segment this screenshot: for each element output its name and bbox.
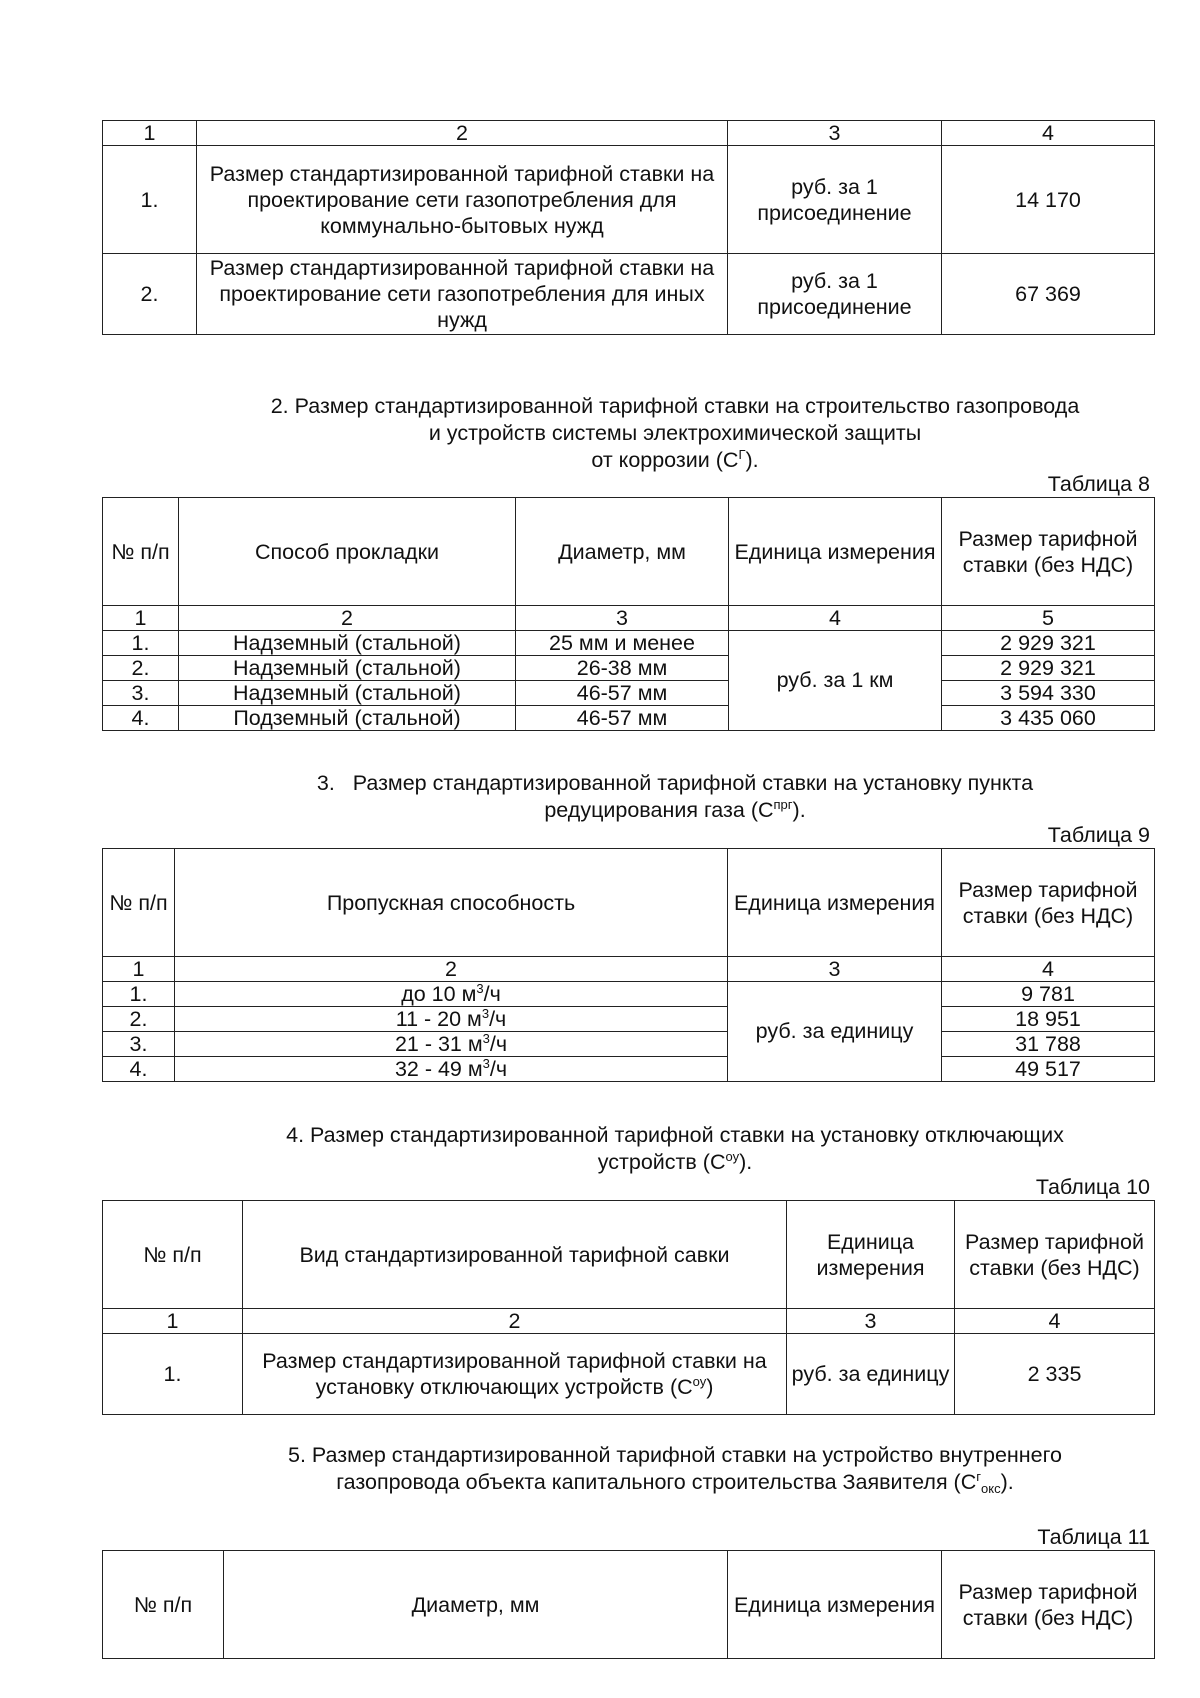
column-number: 4 (729, 606, 942, 631)
unit: руб. за единицу (728, 982, 942, 1082)
table-column-numbers (103, 957, 1155, 982)
table-column-numbers (103, 606, 1155, 631)
header-cell: Способ прокладки (179, 498, 516, 606)
table-row (103, 631, 1155, 656)
header-cell: Единица измерения (728, 849, 942, 957)
column-number: 1 (103, 606, 179, 631)
header-cell: № п/п (103, 1201, 243, 1309)
column-number: 4 (942, 121, 1155, 146)
row-number: 2. (103, 656, 179, 681)
rate-value: 18 951 (942, 1007, 1155, 1032)
table-row (103, 146, 1155, 254)
table-row (103, 1057, 1155, 1082)
table-column-numbers (103, 121, 1155, 146)
heading-line: и устройств системы электрохимической защиты (428, 421, 922, 445)
header-cell: Единица измерения (729, 498, 942, 606)
column-number: 3 (787, 1309, 955, 1334)
capacity: 21 - 31 $м^3/ч$ (175, 1032, 728, 1057)
row-number: 1. (103, 1334, 243, 1415)
header-cell: № п/п (103, 1551, 224, 1659)
table-header-row (103, 849, 1155, 957)
column-number: 3 (516, 606, 729, 631)
column-number: 2 (243, 1309, 787, 1334)
unit: руб. за 1 присоединение (728, 254, 942, 335)
diameter: 46-57 мм (516, 706, 729, 731)
rate-value: 14 170 (942, 146, 1155, 254)
heading-line: 4. Размер стандартизированной тарифной ставки на установку отключающих (286, 1123, 1064, 1147)
capacity: до 10 $м^3/ч$ (175, 982, 728, 1007)
table-11-caption: Таблица 11 (1037, 1525, 1150, 1549)
heading-line: 2. Размер стандартизированной тарифной ставки на строительство газопровода (270, 394, 1080, 418)
diameter: 26-38 мм (516, 656, 729, 681)
table-row (103, 656, 1155, 681)
column-number: 2 (179, 606, 516, 631)
rate-value: 3 594 330 (942, 681, 1155, 706)
table-header-row (103, 1551, 1155, 1659)
header-cell: № п/п (103, 849, 175, 957)
rate-value: 2 929 321 (942, 631, 1155, 656)
row-number: 3. (103, 681, 179, 706)
column-number: 1 (103, 1309, 243, 1334)
capacity: 32 - 49 $м^3/ч$ (175, 1057, 728, 1082)
rate-value: 67 369 (942, 254, 1155, 335)
column-number: 3 (728, 957, 942, 982)
column-number: 4 (955, 1309, 1155, 1334)
header-cell: Вид стандартизированной тарифной савки (243, 1201, 787, 1309)
heading-line: газопровода объекта капитального строительства Заявителя $(С^г_{окс})$. (336, 1469, 1014, 1496)
row-number: 1. (103, 146, 197, 254)
table-row (103, 1334, 1155, 1415)
unit: руб. за 1 км (729, 631, 942, 731)
column-number: 2 (175, 957, 728, 982)
header-cell: Пропускная способность (175, 849, 728, 957)
table-row (103, 982, 1155, 1007)
laying-method: Надземный (стальной) (179, 681, 516, 706)
header-cell: Единица измерения (728, 1551, 942, 1659)
row-number: 2. (103, 1007, 175, 1032)
table-8-caption: Таблица 8 (1047, 472, 1150, 496)
laying-method: Надземный (стальной) (179, 631, 516, 656)
row-number: 3. (103, 1032, 175, 1057)
rate-name: Размер стандартизированной тарифной ставки на проектирование сети газопотребления для коммунально-бытовых нужд (197, 146, 728, 254)
rate-value: 3 435 060 (942, 706, 1155, 731)
heading-line: 3. Размер стандартизированной тарифной ставки на установку пункта (316, 771, 1034, 795)
rate-value: 31 788 (942, 1032, 1155, 1057)
row-number: 1. (103, 631, 179, 656)
row-number: 1. (103, 982, 175, 1007)
diameter: 46-57 мм (516, 681, 729, 706)
table-10-caption: Таблица 10 (1035, 1175, 1150, 1199)
row-number: 4. (103, 1057, 175, 1082)
header-cell: Размер тарифной ставки (без НДС) (955, 1201, 1155, 1309)
table-continued (102, 120, 1155, 335)
table-9-caption: Таблица 9 (1047, 823, 1150, 847)
header-cell: Размер тарифной ставки (без НДС) (942, 1551, 1155, 1659)
table-row (103, 681, 1155, 706)
heading-line: устройств $(С^{оу})$. (597, 1149, 753, 1174)
heading-line: редуцирования газа $(С^{прг})$. (544, 797, 806, 822)
table-8 (102, 497, 1155, 731)
section-5-heading (210, 1442, 1140, 1496)
heading-line: 5. Размер стандартизированной тарифной ставки на устройство внутреннего (288, 1443, 1062, 1467)
rate-value: 2 335 (955, 1334, 1155, 1415)
column-number: 3 (728, 121, 942, 146)
column-number: 5 (942, 606, 1155, 631)
laying-method: Подземный (стальной) (179, 706, 516, 731)
rate-name: Размер стандартизированной тарифной ставки на проектирование сети газопотребления для иных нужд (197, 254, 728, 335)
header-cell: Диаметр, мм (516, 498, 729, 606)
table-header-row (103, 498, 1155, 606)
header-cell: Диаметр, мм (224, 1551, 728, 1659)
section-3-heading (210, 770, 1140, 824)
header-cell: Единица измерения (787, 1201, 955, 1309)
column-number: 2 (197, 121, 728, 146)
header-cell: № п/п (103, 498, 179, 606)
row-number: 4. (103, 706, 179, 731)
column-number: 1 (103, 121, 197, 146)
column-number: 1 (103, 957, 175, 982)
heading-line: от коррозии $(С^Г)$. (591, 447, 759, 472)
rate-value: 2 929 321 (942, 656, 1155, 681)
capacity: 11 - 20 $м^3/ч$ (175, 1007, 728, 1032)
table-row (103, 1007, 1155, 1032)
row-number: 2. (103, 254, 197, 335)
header-cell: Размер тарифной ставки (без НДС) (942, 498, 1155, 606)
rate-value: 9 781 (942, 982, 1155, 1007)
rate-value: 49 517 (942, 1057, 1155, 1082)
section-2-heading (210, 393, 1140, 474)
unit: руб. за единицу (787, 1334, 955, 1415)
column-number: 4 (942, 957, 1155, 982)
section-4-heading (210, 1122, 1140, 1176)
unit: руб. за 1 присоединение (728, 146, 942, 254)
table-row (103, 1032, 1155, 1057)
table-11 (102, 1550, 1155, 1659)
table-10 (102, 1200, 1155, 1415)
table-row (103, 254, 1155, 335)
table-column-numbers (103, 1309, 1155, 1334)
table-header-row (103, 1201, 1155, 1309)
rate-name: Размер стандартизированной тарифной ставки на установку отключающих устройств $(С^{оу})$ (243, 1334, 787, 1415)
diameter: 25 мм и менее (516, 631, 729, 656)
header-cell: Размер тарифной ставки (без НДС) (942, 849, 1155, 957)
table-row (103, 706, 1155, 731)
laying-method: Надземный (стальной) (179, 656, 516, 681)
table-9 (102, 848, 1155, 1082)
